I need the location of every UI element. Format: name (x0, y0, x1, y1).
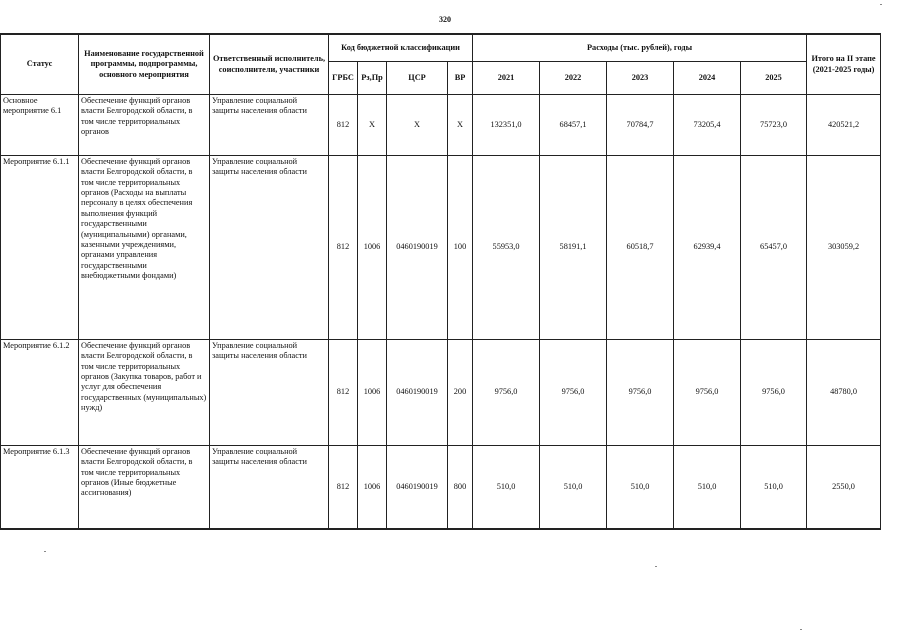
status-cell: Мероприятие 6.1.2 (1, 340, 79, 446)
value-cell: 9756,0 (741, 340, 807, 446)
header-program-name: Наименование государственной программы, подпрограммы, основного мероприятия (79, 34, 210, 95)
grbs-cell: 812 (329, 340, 358, 446)
vr-cell: 200 (448, 340, 473, 446)
value-cell: 510,0 (674, 446, 741, 530)
value-cell: 9756,0 (607, 340, 674, 446)
value-cell: 510,0 (540, 446, 607, 530)
header-year: 2022 (540, 62, 607, 95)
value-cell: 68457,1 (540, 95, 607, 156)
value-cell: 510,0 (473, 446, 540, 530)
total-cell: 420521,2 (807, 95, 881, 156)
csr-cell: Х (387, 95, 448, 156)
header-year: 2023 (607, 62, 674, 95)
total-cell: 303059,2 (807, 156, 881, 340)
scan-speck (655, 566, 657, 567)
value-cell: 58191,1 (540, 156, 607, 340)
grbs-cell: 812 (329, 156, 358, 340)
csr-cell: 0460190019 (387, 156, 448, 340)
responsible-cell: Управление социальной защиты населения области (210, 446, 329, 530)
table-row (1, 340, 881, 446)
responsible-cell: Управление социальной защиты населения области (210, 156, 329, 340)
value-cell: 132351,0 (473, 95, 540, 156)
responsible-cell: Управление социальной защиты населения области (210, 340, 329, 446)
value-cell: 62939,4 (674, 156, 741, 340)
vr-cell: 100 (448, 156, 473, 340)
value-cell: 75723,0 (741, 95, 807, 156)
table-row (1, 156, 881, 340)
csr-cell: 0460190019 (387, 446, 448, 530)
scan-speck (880, 4, 882, 5)
name-cell: Обеспечение функций органов власти Белгородской области, в том числе территориальных органов (Иные бюджетные ассигнования) (79, 446, 210, 530)
responsible-cell: Управление социальной защиты населения области (210, 95, 329, 156)
status-cell: Основное мероприятие 6.1 (1, 95, 79, 156)
name-cell: Обеспечение функций органов власти Белгородской области, в том числе территориальных органов (79, 95, 210, 156)
rzpr-cell: 1006 (358, 446, 387, 530)
scan-speck (800, 629, 802, 630)
value-cell: 55953,0 (473, 156, 540, 340)
value-cell: 60518,7 (607, 156, 674, 340)
value-cell: 73205,4 (674, 95, 741, 156)
header-year: 2025 (741, 62, 807, 95)
header-budget-code: Код бюджетной классификации (329, 34, 473, 62)
status-cell: Мероприятие 6.1.3 (1, 446, 79, 530)
table-row (1, 446, 881, 530)
vr-cell: 800 (448, 446, 473, 530)
grbs-cell: 812 (329, 446, 358, 530)
vr-cell: Х (448, 95, 473, 156)
header-csr: ЦСР (387, 62, 448, 95)
scan-speck (44, 551, 46, 552)
header-grbs: ГРБС (329, 62, 358, 95)
value-cell: 510,0 (741, 446, 807, 530)
value-cell: 510,0 (607, 446, 674, 530)
page-number: 320 (439, 15, 451, 24)
header-rzpr: Рз,Пр (358, 62, 387, 95)
header-responsible: Ответственный исполнитель, соисполнители, участники (210, 34, 329, 95)
header-year: 2024 (674, 62, 741, 95)
name-cell: Обеспечение функций органов власти Белгородской области, в том числе территориальных органов (Расходы на выплаты персоналу в целях обеспечения выполнения функций государственными (муниципальными) органами, казенными учреждениями, органами управления государственными внебюджетными фондами) (79, 156, 210, 340)
csr-cell: 0460190019 (387, 340, 448, 446)
total-cell: 2550,0 (807, 446, 881, 530)
rzpr-cell: 1006 (358, 156, 387, 340)
header-total: Итого на II этапе (2021-2025 годы) (807, 34, 881, 95)
name-cell: Обеспечение функций органов власти Белгородской области, в том числе территориальных органов (Закупка товаров, работ и услуг для обеспечения государственных (муниципальных) нужд) (79, 340, 210, 446)
grbs-cell: 812 (329, 95, 358, 156)
value-cell: 9756,0 (540, 340, 607, 446)
status-cell: Мероприятие 6.1.1 (1, 156, 79, 340)
header-status: Статус (1, 34, 79, 95)
value-cell: 9756,0 (473, 340, 540, 446)
header-year: 2021 (473, 62, 540, 95)
header-vr: ВР (448, 62, 473, 95)
rzpr-cell: Х (358, 95, 387, 156)
rzpr-cell: 1006 (358, 340, 387, 446)
header-expenses: Расходы (тыс. рублей), годы (473, 34, 807, 62)
budget-table (0, 33, 881, 530)
value-cell: 65457,0 (741, 156, 807, 340)
table-row (1, 95, 881, 156)
value-cell: 70784,7 (607, 95, 674, 156)
value-cell: 9756,0 (674, 340, 741, 446)
total-cell: 48780,0 (807, 340, 881, 446)
